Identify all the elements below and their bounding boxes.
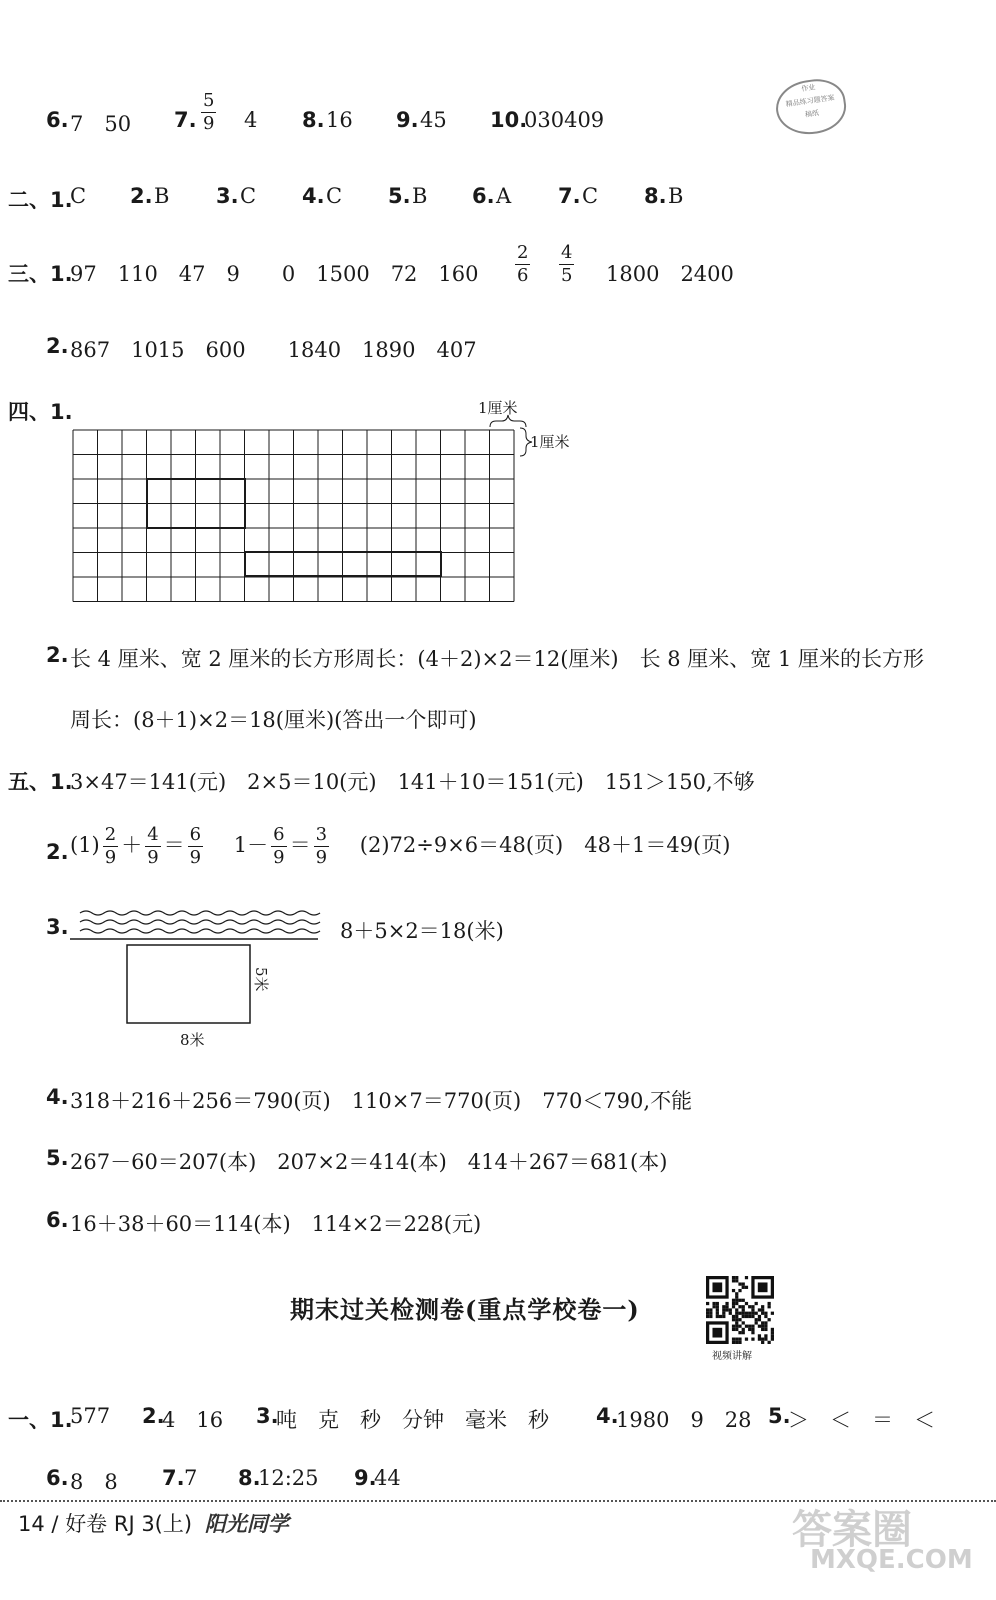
s2-q4-answer: C	[326, 184, 343, 208]
s5-f2-num: 4	[147, 824, 159, 845]
s2-q1-answer: C	[70, 184, 87, 208]
s3-q1-values: 97 110 47 9 0 1500 72 160	[70, 262, 479, 286]
s5-f5-den: 9	[315, 847, 328, 868]
s2-q3-label: 3.	[216, 184, 239, 208]
s2-q8-answer: B	[668, 184, 684, 208]
q10-label: 10.	[490, 108, 528, 132]
section-4-label: 四、1.	[8, 400, 73, 424]
s2-q2-label: 2.	[130, 184, 153, 208]
final-q2-answer: 4 16	[162, 1408, 224, 1432]
final-q5-label: 5.	[768, 1404, 791, 1428]
q6-answer: 7 50	[70, 112, 132, 136]
final-s1-label: 一、1.	[8, 1408, 73, 1432]
s5-eq2: ＝	[289, 833, 311, 857]
s2-q2-answer: B	[154, 184, 170, 208]
s3-fraction-1	[512, 244, 533, 285]
s5-one-minus: 1－	[233, 833, 269, 857]
s4-q2-line1: 长 4 厘米、宽 2 厘米的长方形周长：(4＋2)×2＝12(厘米) 长 8 厘米、宽 1 厘米的长方形	[70, 647, 925, 671]
q8-answer: 16	[326, 108, 353, 132]
watermark-url: MXQE.COM	[810, 1545, 973, 1575]
final-q9-label: 9.	[354, 1466, 377, 1490]
fence-length-label: 8米	[180, 1031, 205, 1049]
unit-label-top: 1厘米	[478, 399, 518, 417]
s5-q6-answer: 16＋38＋60＝114(本) 114×2＝228(元)	[70, 1212, 482, 1236]
s2-q8-label: 8.	[644, 184, 667, 208]
s5-f4-num: 6	[273, 824, 285, 845]
final-q6-label: 6.	[46, 1466, 69, 1490]
book-title: 好卷 RJ 3(上)	[65, 1512, 193, 1536]
s5-q2-label: 2.	[46, 840, 69, 864]
wave-line-3	[80, 929, 320, 933]
stamp-line2: 精品练习题答案	[785, 93, 835, 109]
s3-frac1-num: 2	[517, 242, 529, 263]
s5-f1-num: 2	[104, 824, 117, 845]
s4-q2-label: 2.	[46, 643, 69, 667]
s3-q1-values-b: 1800 2400	[606, 262, 734, 286]
s5-q3-answer: 8＋5×2＝18(米)	[340, 919, 504, 943]
q6-label: 6.	[46, 108, 69, 132]
watermark-logo: 答案圈	[792, 1507, 912, 1553]
s5-q4-label: 4.	[46, 1085, 69, 1109]
pond-figure	[70, 905, 330, 1055]
s3-q2-answer: 867 1015 600 1840 1890 407	[70, 338, 477, 362]
q7-denominator: 9	[203, 113, 215, 134]
s5-eq1: ＝	[163, 833, 185, 857]
s5-f3-num: 6	[189, 824, 202, 845]
q7-label: 7.	[174, 108, 197, 132]
s5-q2-rest: (2)72÷9×6＝48(页) 48＋1＝49(页)	[359, 833, 731, 857]
q8-label: 8.	[302, 108, 325, 132]
wave-line-2	[80, 920, 320, 924]
s5-f1-den: 9	[104, 847, 117, 868]
s5-plus: ＋	[121, 833, 143, 857]
final-q5-answer: ＞ ＜ ＝ ＜	[788, 1408, 935, 1432]
s4-q2-line2: 周长：(8＋1)×2＝18(厘米)(答出一个即可)	[70, 708, 477, 732]
s2-q3-answer: C	[240, 184, 257, 208]
fence-rectangle	[127, 945, 250, 1023]
s2-q7-label: 7.	[558, 184, 581, 208]
q7-fraction	[198, 92, 219, 133]
final-exam-title: 期末过关检测卷(重点学校卷一)	[290, 1295, 640, 1324]
fence-width-label: 5米	[252, 967, 270, 992]
s5-q5-answer: 267－60＝207(本) 207×2＝414(本) 414＋267＝681(本)	[70, 1150, 668, 1174]
s5-q6-label: 6.	[46, 1208, 69, 1232]
q7-rest: 4	[244, 108, 258, 132]
s2-q5-label: 5.	[388, 184, 411, 208]
s2-q6-label: 6.	[472, 184, 495, 208]
s5-f5-num: 3	[315, 824, 328, 845]
section-5-label: 五、1.	[8, 770, 73, 794]
stamp-line3: 稿纸	[804, 108, 820, 119]
brand-logo: 阳光同学	[204, 1512, 289, 1536]
stamp-line1: 作业	[800, 83, 816, 94]
s5-f2-den: 9	[147, 847, 159, 868]
footer-separator: /	[51, 1512, 59, 1536]
s3-frac2-den: 5	[561, 265, 573, 286]
wave-line-1	[80, 911, 320, 915]
s2-q7-answer: C	[582, 184, 599, 208]
final-q2-label: 2.	[142, 1404, 165, 1428]
final-q4-label: 4.	[596, 1404, 619, 1428]
page-footer	[18, 1508, 289, 1538]
s5-q5-label: 5.	[46, 1146, 69, 1170]
q7-numerator: 5	[203, 90, 215, 111]
section-2-label: 二、1.	[8, 188, 73, 212]
s5-q1-answer: 3×47＝141(元) 2×5＝10(元) 141＋10＝151(元) 151＞150,不够	[70, 770, 755, 794]
s2-q4-label: 4.	[302, 184, 325, 208]
final-q1-answer: 577	[70, 1404, 111, 1428]
final-q3-answer: 吨 克 秒 分钟 毫米 秒	[276, 1408, 549, 1432]
final-q9-answer: 44	[374, 1466, 401, 1490]
s2-q5-answer: B	[412, 184, 428, 208]
s2-q6-answer: A	[496, 184, 512, 208]
s5-q3-label: 3.	[46, 915, 69, 939]
q9-label: 9.	[396, 108, 419, 132]
q10-answer: 030409	[524, 108, 605, 132]
final-q6-answer: 8 8	[70, 1470, 118, 1494]
final-q8-answer: 12:25	[258, 1466, 319, 1490]
final-q7-label: 7.	[162, 1466, 185, 1490]
page-number: 14	[18, 1512, 45, 1536]
unit-label-side: 1厘米	[530, 433, 570, 451]
final-q7-answer: 7	[184, 1466, 198, 1490]
q9-answer: 45	[420, 108, 447, 132]
s5-q2-expression	[70, 826, 730, 867]
final-q4-answer: 1980 9 28	[616, 1408, 752, 1432]
s3-fraction-2	[556, 244, 577, 285]
stamp-seal	[773, 75, 850, 138]
final-q3-label: 3.	[256, 1404, 279, 1428]
grid-figure	[60, 395, 620, 625]
section-3-label: 三、1.	[8, 262, 73, 286]
final-q8-label: 8.	[238, 1466, 261, 1490]
s3-frac1-den: 6	[517, 265, 529, 286]
s5-q2-prefix: (1)	[70, 833, 100, 857]
s3-q2-label: 2.	[46, 334, 69, 358]
s5-q4-answer: 318＋216＋256＝790(页) 110×7＝770(页) 770＜790,不能	[70, 1089, 693, 1113]
qr-code-icon[interactable]	[706, 1276, 774, 1344]
qr-label: 视频讲解	[712, 1351, 752, 1362]
s5-f4-den: 9	[273, 847, 285, 868]
s3-frac2-num: 4	[561, 242, 573, 263]
s5-f3-den: 9	[189, 847, 202, 868]
